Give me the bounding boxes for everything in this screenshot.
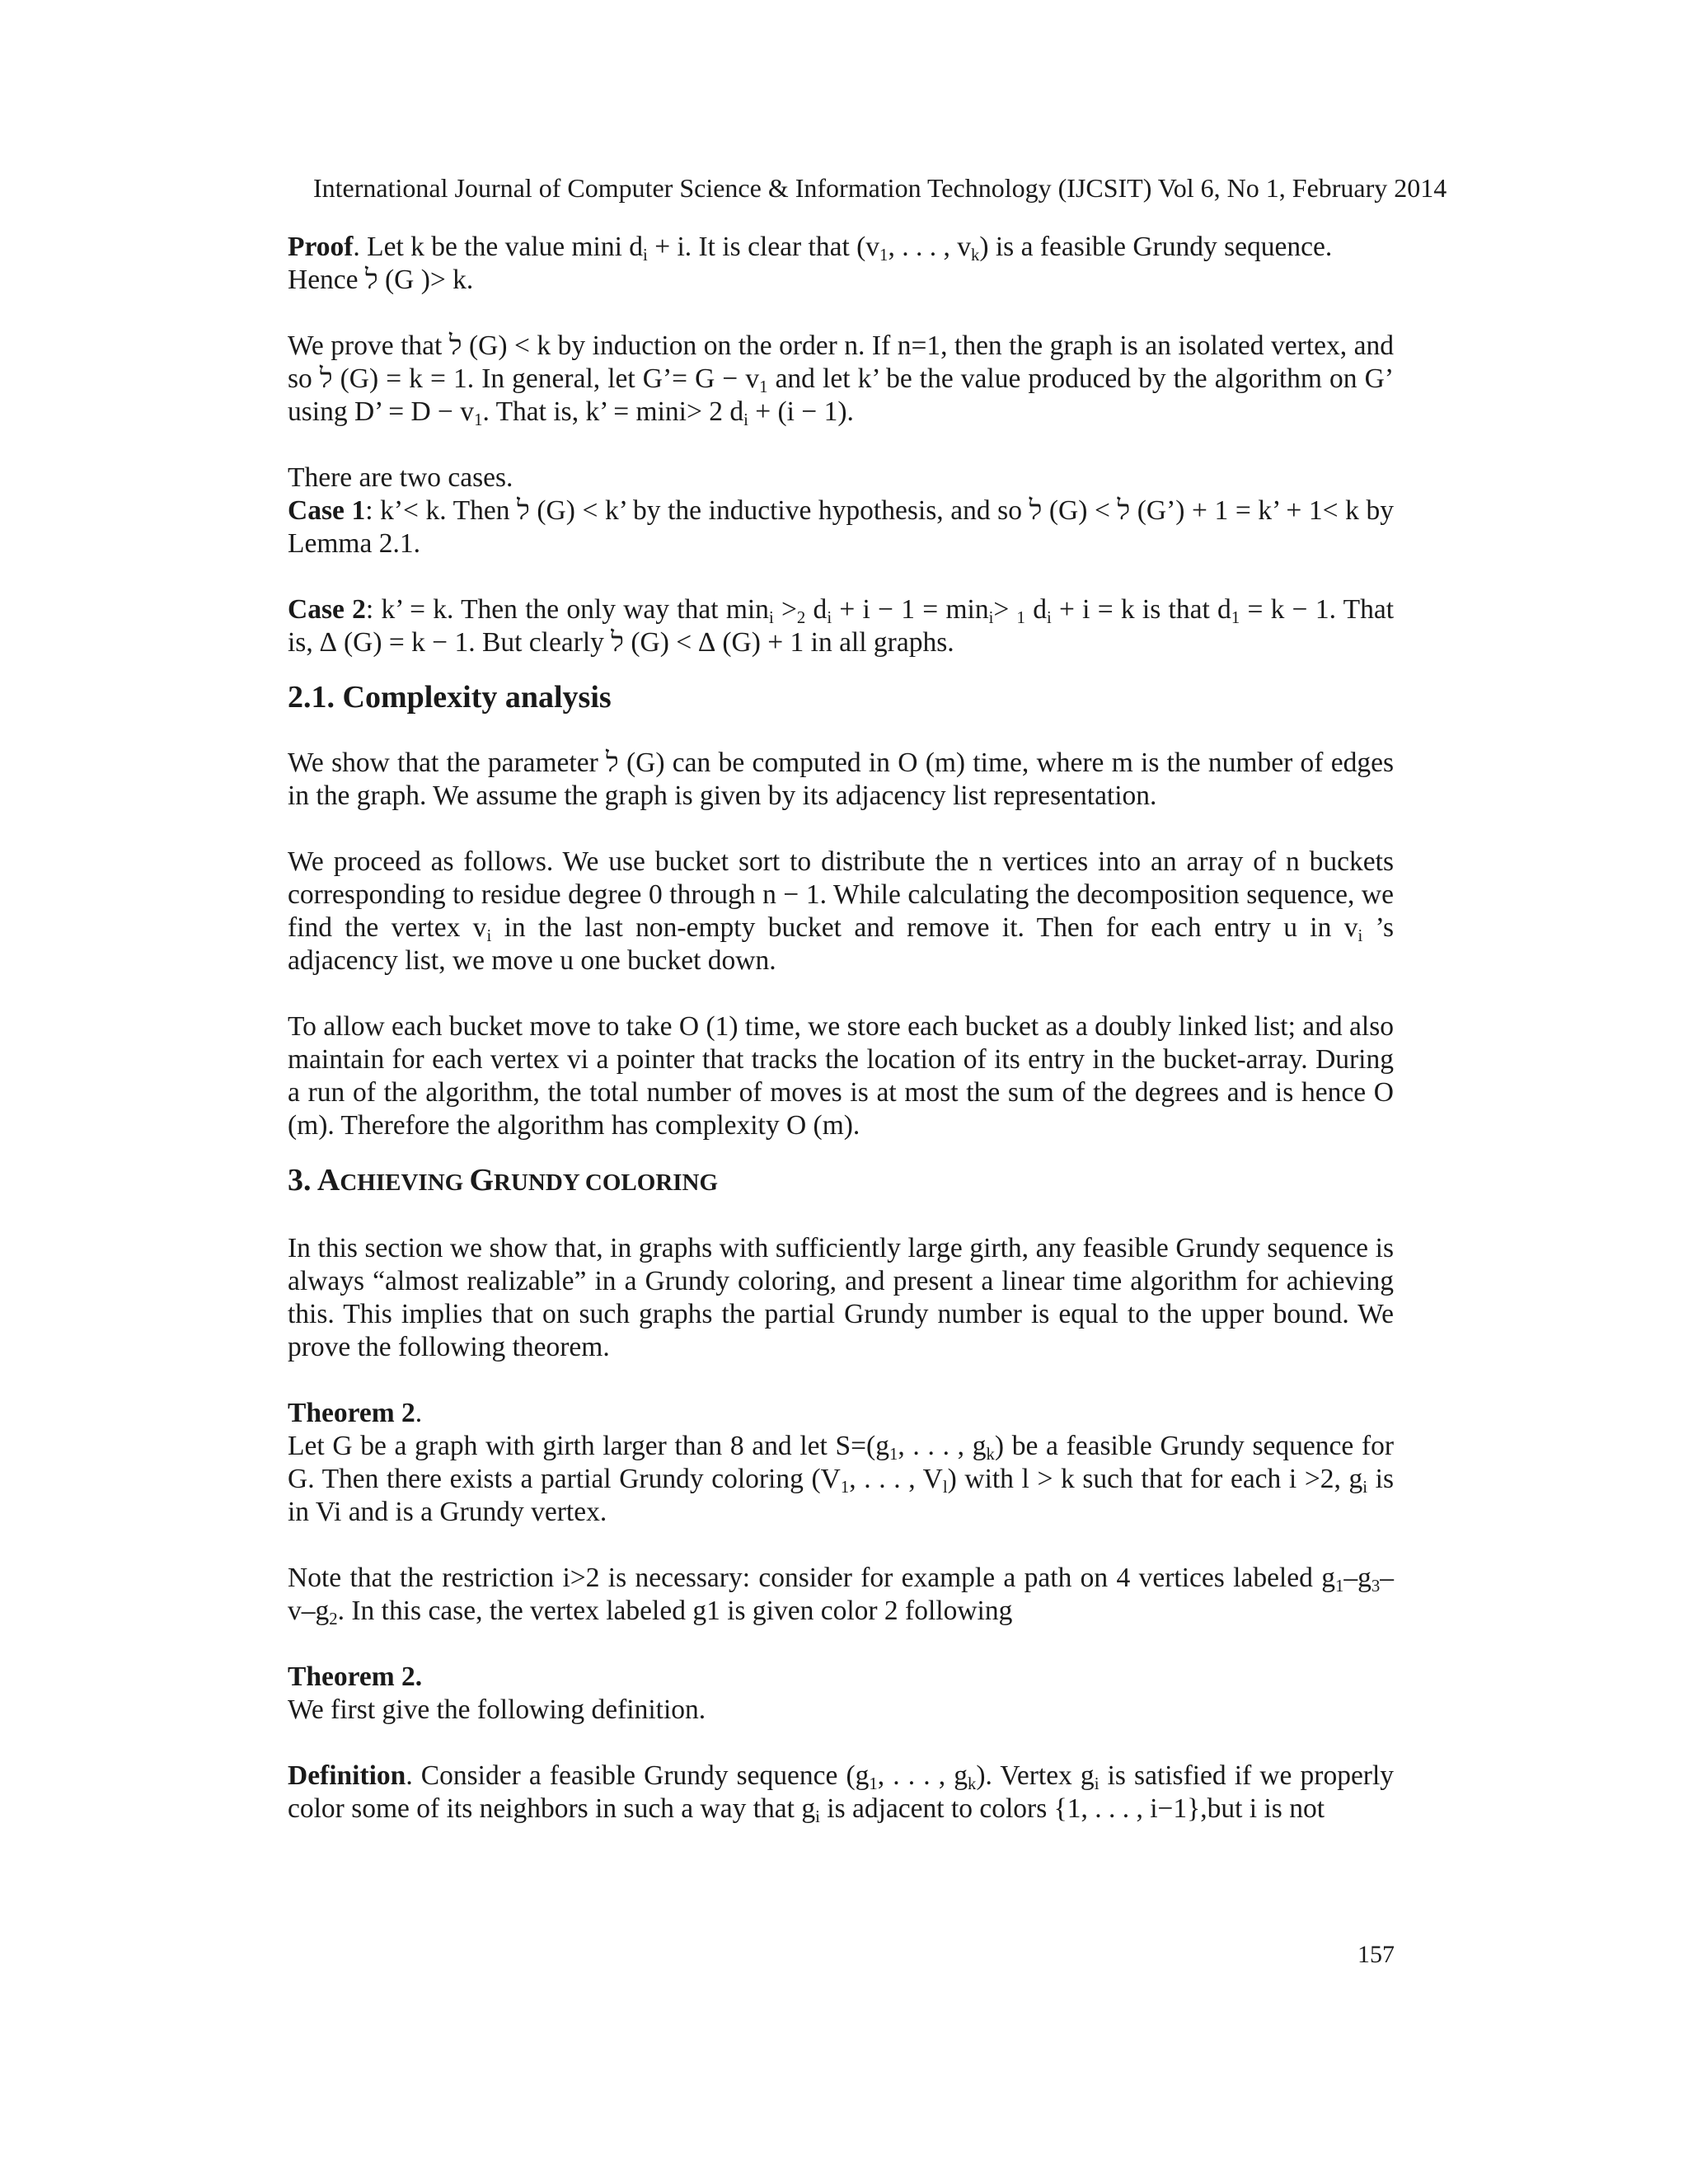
section-title-part: RUNDY COLORING: [494, 1169, 719, 1196]
definition-label: Definition: [288, 1760, 406, 1791]
case2-text: d: [805, 594, 828, 625]
note-paragraph: [288, 1562, 1394, 1628]
theorem-text: ) be a feasible Grundy sequence for G. Then there exists a partial Grundy coloring (V: [288, 1431, 1395, 1494]
case2-text: >: [993, 594, 1017, 625]
cases-intro: There are two cases.: [288, 462, 513, 493]
complexity-paragraph-2: [288, 846, 1394, 977]
note-text: –g: [1343, 1563, 1372, 1593]
case1-paragraph: [288, 494, 1394, 560]
note-text: . In this case, the vertex labeled g1 is given color 2 following: [337, 1596, 1013, 1626]
proof-text: , . . . , v: [888, 232, 971, 262]
proof-paragraph: [288, 231, 1394, 297]
page-body: [288, 165, 1394, 1825]
proof-text: ) is a feasible Grundy sequence.: [979, 232, 1333, 262]
definition-text: . Consider a feasible Grundy sequence (g: [406, 1760, 870, 1791]
theorem-text: Let G be a graph with girth larger than 8 and let S=(g: [288, 1431, 889, 1461]
theorem-2-heading: Theorem 2.: [288, 1398, 423, 1428]
page-number: 157: [1357, 1941, 1395, 1968]
induction-text: and let k’ be the value produced by the algorithm on G’ using D’ = D − v: [288, 363, 1394, 427]
subscript: k: [970, 246, 980, 265]
complexity-text: ’s adjacency list, we move u one bucket down.: [288, 912, 1394, 976]
proof-label: Proof: [288, 232, 354, 262]
proof-text: + i. It is clear that (v: [647, 232, 880, 262]
running-header: International Journal of Computer Science & Information Technology (IJCSIT) Vol 6, No 1, February 2014: [313, 173, 1447, 203]
subscript: 3: [1371, 1577, 1381, 1596]
definition-text: ). Vertex g: [976, 1760, 1095, 1791]
complexity-paragraph-3: To allow each bucket move to take O (1) time, we store each bucket as a doubly linked list; and also maintain for each vertex vi a pointer that tracks the location of its entry in the bucket-array. During a run of the algorithm, the total number of moves is at most the sum of the degrees and is hence O (m). Therefore the algorithm has complexity O (m).: [288, 1011, 1394, 1141]
subscript: i: [1094, 1774, 1100, 1794]
subscript: l: [942, 1478, 948, 1497]
definition-text: , . . . , g: [877, 1760, 968, 1791]
subscript: 1: [889, 1445, 898, 1465]
induction-text: + (i − 1).: [748, 396, 854, 427]
induction-text: . That is, k’ = mini> 2 d: [482, 396, 744, 427]
case2-label: Case 2: [288, 594, 366, 625]
subscript: k: [986, 1445, 995, 1465]
subscript: i: [643, 246, 648, 265]
section-title-part: G: [469, 1163, 495, 1197]
theorem-2-statement: [288, 1430, 1394, 1529]
subscript: i: [815, 1807, 820, 1827]
subscript: 1: [1231, 608, 1240, 628]
section-3-title: [288, 1160, 1394, 1202]
subscript: 2: [329, 1610, 338, 1629]
case2-paragraph: [288, 593, 1394, 659]
case2-text: = k − 1. That is, ∆ (G) = k − 1. But clearly ל (G) < ∆ (G) + 1 in all graphs.: [288, 594, 1395, 658]
subscript: i: [1362, 1478, 1368, 1497]
subscript: 1: [840, 1478, 850, 1497]
case1-text: : k’< k. Then ל (G) < k’ by the inductive hypothesis, and so ל (G) < ל (G’) + 1 = k’ + 1< k by Lemma 2.1.: [288, 495, 1394, 559]
subscript: i: [486, 926, 492, 946]
definition-text: is adjacent to colors {1, . . . , i−1},but i is not: [819, 1793, 1325, 1824]
complexity-paragraph-1: We show that the parameter ל (G) can be computed in O (m) time, where m is the number of edges in the graph. We assume the graph is given by its adjacency list representation.: [288, 748, 1394, 811]
complexity-text: We proceed as follows. We use bucket sort to distribute the n vertices into an array of n buckets corresponding to residue degree 0 through n − 1. While calculating the decomposition sequence, we find the vertex v: [288, 846, 1394, 943]
complexity-text: in the last non-empty bucket and remove it. Then for each entry u in v: [491, 912, 1358, 943]
subscript: 1: [869, 1774, 878, 1794]
subscript: 2: [796, 608, 806, 628]
case2-text: + i = k is that d: [1051, 594, 1231, 625]
note-text: –v–g: [288, 1563, 1394, 1626]
theorem-2-ref: [288, 1661, 1394, 1694]
subscript: i: [743, 410, 748, 430]
theorem-label: Theorem 2: [288, 1398, 415, 1428]
definition-text: is satisfied if we properly color some of its neighbors in such a way that g: [288, 1760, 1395, 1824]
case2-text: + i − 1 = min: [832, 594, 989, 625]
subscript: i: [1357, 926, 1363, 946]
induction-text: We prove that ל (G) < k by induction on the order n. If n=1, then the graph is an isolated vertex, and so ל (G) = k = 1. In general, let G’= G − v: [288, 330, 1394, 394]
subscript: i: [1046, 608, 1052, 628]
theorem-label: Theorem 2.: [288, 1661, 423, 1692]
case1-label: Case 1: [288, 495, 366, 526]
subscript: i: [988, 608, 994, 628]
case2-text: >: [773, 594, 797, 625]
proof-text: Hence ל (G )> k.: [288, 265, 474, 295]
theorem-text: , . . . , g: [898, 1431, 987, 1461]
section-2-1-title: 2.1. Complexity analysis: [288, 680, 612, 715]
theorem-text: is in Vi and is a Grundy vertex.: [288, 1464, 1395, 1527]
section-number: 3.: [288, 1163, 317, 1197]
section-title-part: A: [316, 1163, 340, 1197]
case2-text: : k’ = k. Then the only way that min: [365, 594, 769, 625]
note-text: Note that the restriction i>2 is necessary: consider for example a path on 4 vertices labeled g: [288, 1563, 1335, 1593]
definition-intro: We first give the following definition.: [288, 1694, 706, 1725]
subscript: 1: [1334, 1577, 1344, 1596]
subscript: 1: [1016, 608, 1025, 628]
theorem-text: ) with l > k such that for each i >2, g: [947, 1464, 1363, 1494]
subscript: 1: [474, 410, 483, 430]
proof-text: . Let k be the value mini d: [353, 232, 644, 262]
case2-text: d: [1025, 594, 1047, 625]
subscript: i: [768, 608, 774, 628]
subscript: k: [967, 1774, 977, 1794]
induction-paragraph: [288, 330, 1394, 429]
definition-paragraph: [288, 1760, 1394, 1825]
subscript: i: [827, 608, 832, 628]
section-title-part: CHIEVING: [340, 1169, 470, 1196]
subscript: 1: [879, 246, 889, 265]
section-3-paragraph-1: In this section we show that, in graphs with sufficiently large girth, any feasible Grundy sequence is always “almost realizable” in a Grundy coloring, and present a linear time algorithm for achieving this. This implies that on such graphs the partial Grundy number is equal to the upper bound. We prove the following theorem.: [288, 1233, 1394, 1362]
theorem-text: , . . . , V: [849, 1464, 943, 1494]
subscript: 1: [759, 377, 768, 397]
